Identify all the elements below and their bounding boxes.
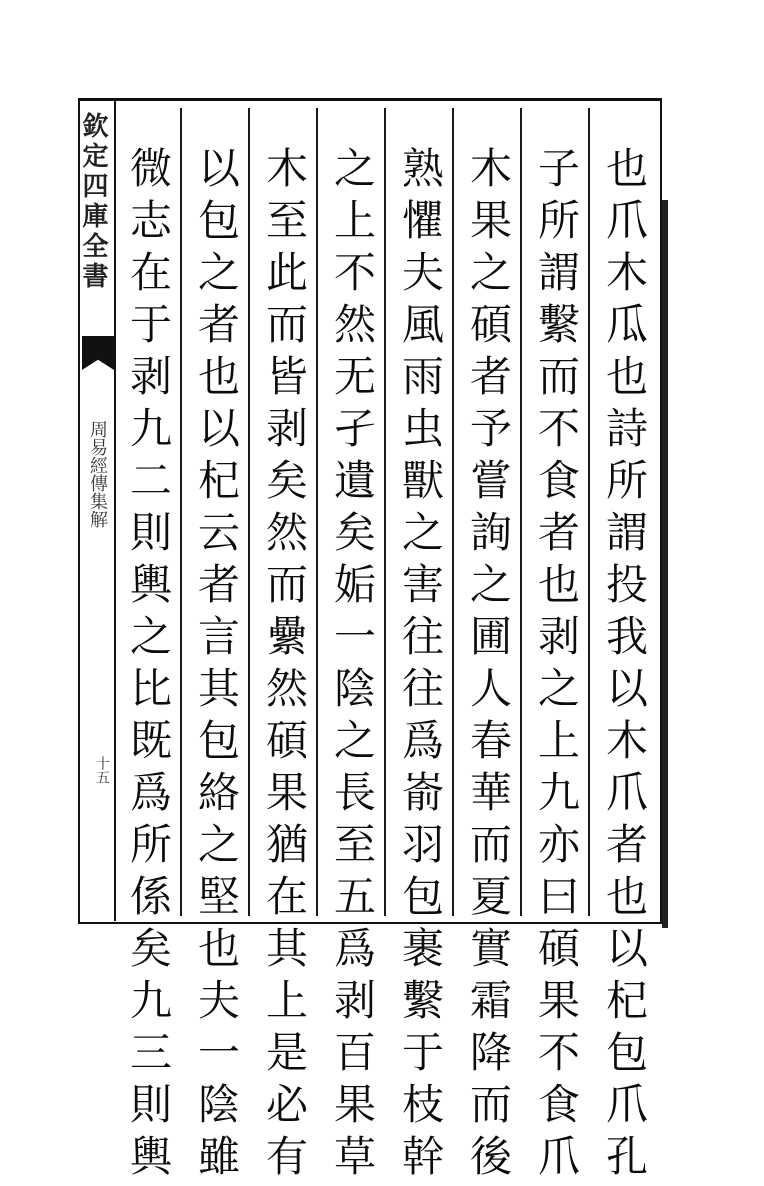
frame-shadow bbox=[662, 200, 668, 928]
text-column-6 bbox=[250, 116, 318, 1186]
column-text: 子所謂繫而不食者也剥之上九亦曰碩果不食爪 bbox=[532, 146, 581, 1186]
column-text: 之上不然无孑遺矣姤一陰之長至五爲剥百果草 bbox=[328, 146, 377, 1186]
text-column-1 bbox=[590, 116, 658, 1186]
text-column-5 bbox=[318, 116, 386, 1186]
text-column-7 bbox=[182, 116, 250, 1186]
book-title: 周易經傳集解 bbox=[87, 420, 108, 528]
column-text: 微志在于剥九二則輿之比既爲所係矣九三則輿 bbox=[124, 146, 173, 1186]
column-text: 熟懼夫風雨虫獸之害往往爲嵛羽包裹繫于枝幹 bbox=[396, 146, 445, 1186]
column-text: 木果之碩者予嘗詢之圃人春華而夏實霜降而後 bbox=[464, 146, 513, 1186]
column-text: 也爪木瓜也詩所謂投我以木爪者也以杞包爪孔 bbox=[600, 146, 649, 1186]
text-column-8 bbox=[114, 116, 182, 1186]
folio-number: 十五 bbox=[94, 756, 110, 784]
text-column-4 bbox=[386, 116, 454, 1186]
collection-title: 欽定四庫全書 bbox=[78, 112, 108, 292]
text-column-3 bbox=[454, 116, 522, 1186]
column-text: 木至此而皆剥矣然而纍然碩果猶在其上是必有 bbox=[260, 146, 309, 1186]
text-column-2 bbox=[522, 116, 590, 1186]
column-text: 以包之者也以杞云者言其包絡之堅也夫一陰雖 bbox=[192, 146, 241, 1186]
